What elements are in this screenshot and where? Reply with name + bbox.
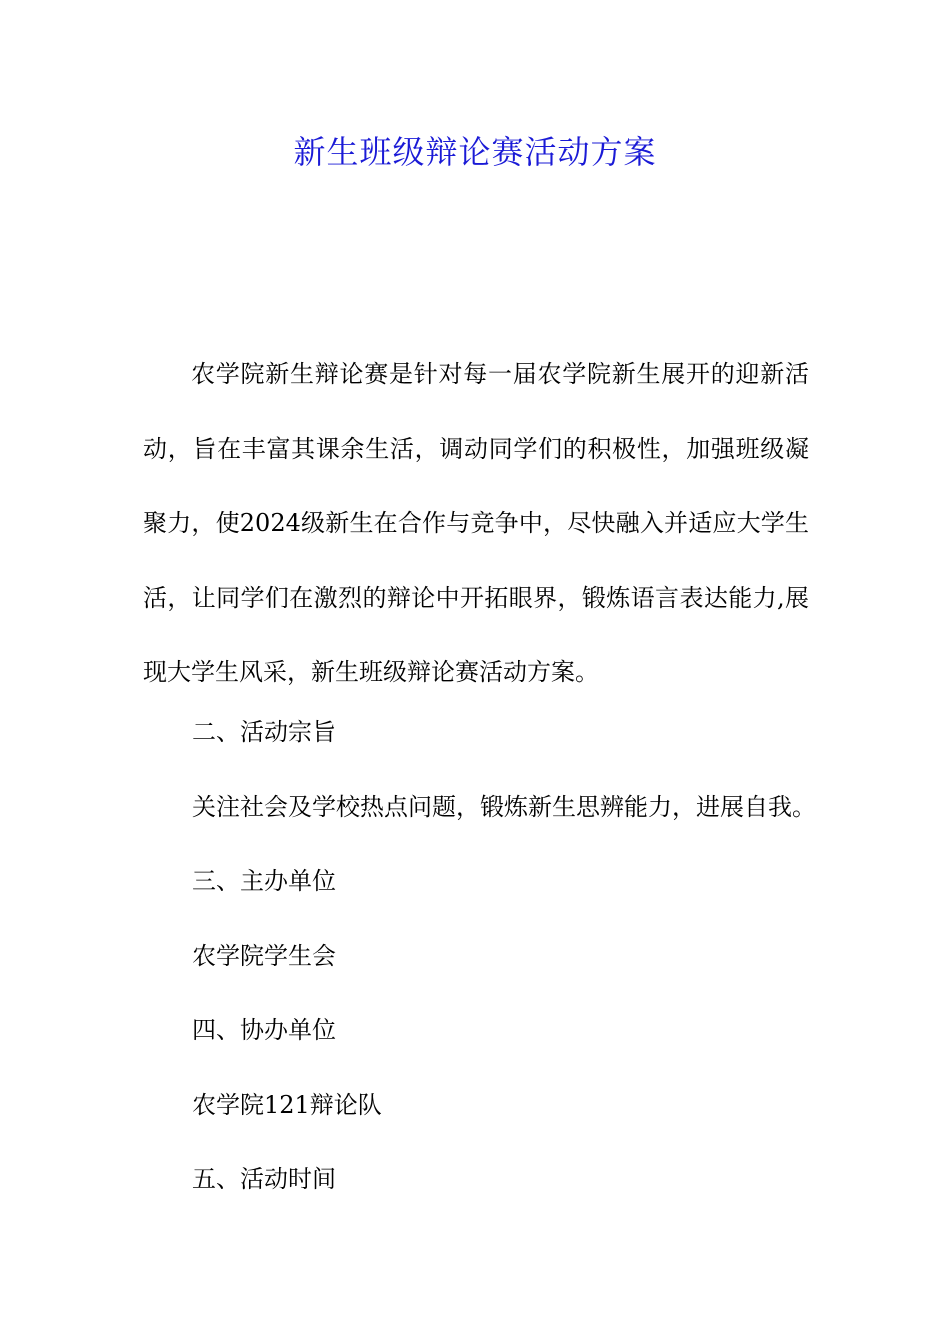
section-content-organizer: 农学院学生会 (192, 942, 336, 970)
section-content-purpose: 关注社会及学校热点问题，锻炼新生思辨能力，进展自我。 (192, 793, 816, 821)
section-heading-organizer: 三、主办单位 (192, 867, 336, 895)
section-heading-time: 五、活动时间 (192, 1165, 336, 1193)
section-heading-purpose: 二、活动宗旨 (192, 718, 336, 746)
document-title: 新生班级辩论赛活动方案 (293, 133, 657, 171)
section-content-co-organizer: 农学院121辩论队 (192, 1091, 382, 1119)
section-heading-co-organizer: 四、协办单位 (192, 1016, 336, 1044)
intro-paragraph: 农学院新生辩论赛是针对每一届农学院新生展开的迎新活动，旨在丰富其课余生活，调动同学们的积极性，加强班级凝聚力，使2024级新生在合作与竞争中，尽快融入并适应大学生活，让同学们在激烈的辩论中开拓眼界，锻炼语言表达能力,展现大学生风采，新生班级辩论赛活动方案。 (143, 360, 809, 686)
